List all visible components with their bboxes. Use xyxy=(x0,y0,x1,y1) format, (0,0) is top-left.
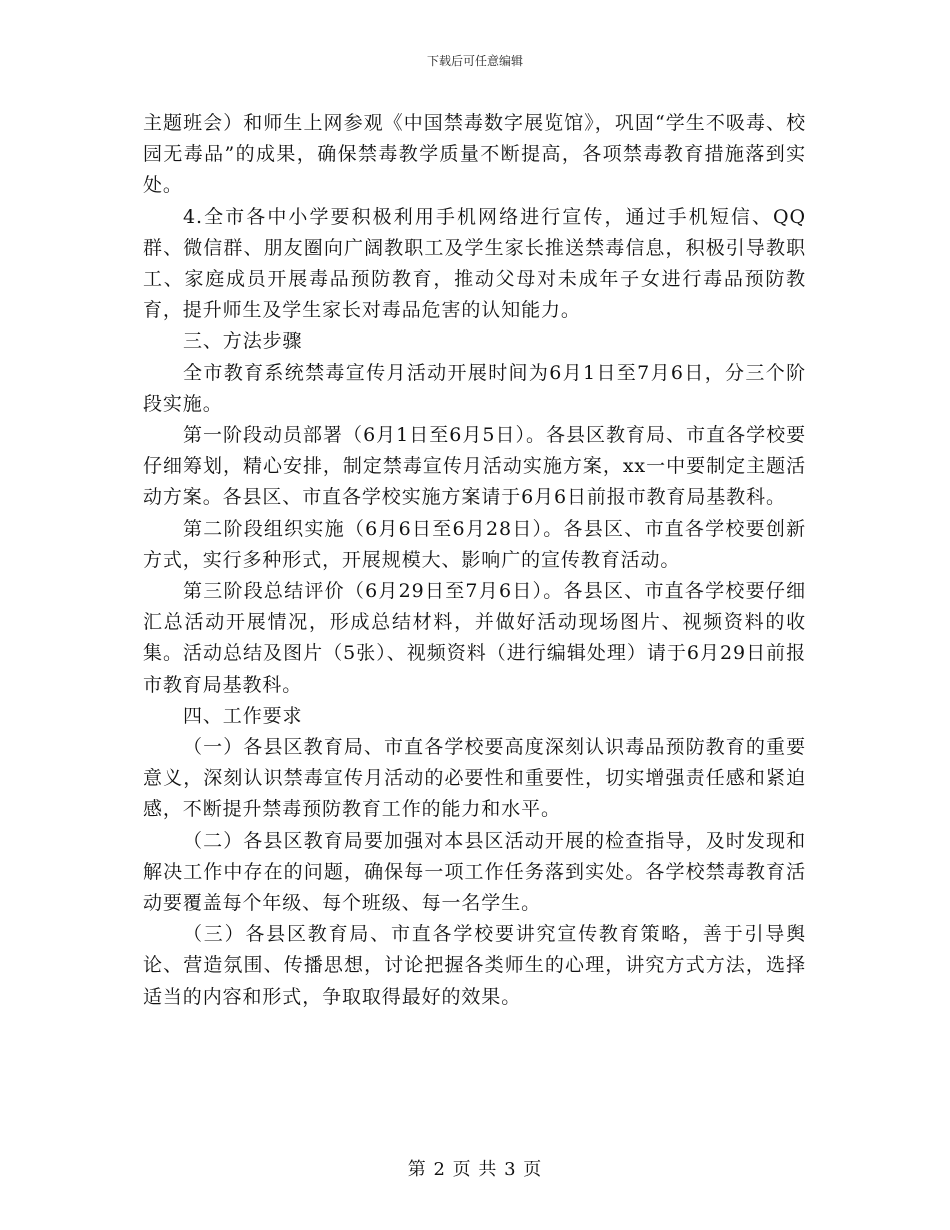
paragraph: 4.全市各中小学要积极利用手机网络进行宣传，通过手机短信、QQ群、微信群、朋友圈向广阔教职工及学生家长推送禁毒信息，积极引导教职工、家庭成员开展毒品预防教育，推动父母对未成年子女进行毒品预防教育，提升师生及学生家长对毒品危害的认知能力。 xyxy=(143,205,806,322)
paragraph: 主题班会）和师生上网参观《中国禁毒数字展览馆》，巩固“学生不吸毒、校园无毒品”的成果，确保禁毒教学质量不断提高，各项禁毒教育措施落到实处。 xyxy=(143,112,806,197)
paragraph: 第一阶段动员部署（6月1日至6月5日）。各县区教育局、市直各学校要仔细筹划，精心安排，制定禁毒宣传月活动实施方案，xx一中要制定主题活动方案。各县区、市直各学校实施方案请于6月6日前报市教育局基教科。 xyxy=(143,424,806,509)
page-header: 下载后可任意编辑 xyxy=(426,54,523,68)
paragraph: （一）各县区教育局、市直各学校要高度深刻认识毒品预防教育的重要意义，深刻认识禁毒宣传月活动的必要性和重要性，切实增强责任感和紧迫感，不断提升禁毒预防教育工作的能力和水平。 xyxy=(143,736,806,821)
section-heading: 四、工作要求 xyxy=(183,704,303,727)
paragraph: 第二阶段组织实施（6月6日至6月28日）。各县区、市直各学校要创新方式，实行多种形式，开展规模大、影响广的宣传教育活动。 xyxy=(143,517,806,571)
section-heading: 三、方法步骤 xyxy=(183,330,303,353)
paragraph: 第三阶段总结评价（6月29日至7月6日）。各县区、市直各学校要仔细汇总活动开展情况，形成总结材料，并做好活动现场图片、视频资料的收集。活动总结及图片（5张）、视频资料（进行编辑处理）请于6月29日前报市教育局基教科。 xyxy=(143,580,806,696)
page-number-footer: 第 2 页 共 3 页 xyxy=(407,1159,543,1180)
paragraph: 全市教育系统禁毒宣传月活动开展时间为6月1日至7月6日，分三个阶段实施。 xyxy=(143,361,806,415)
paragraph: （三）各县区教育局、市直各学校要讲究宣传教育策略，善于引导舆论、营造氛围、传播思想，讨论把握各类师生的心理，讲究方式方法，选择适当的内容和形式，争取取得最好的效果。 xyxy=(143,923,806,1008)
paragraph: （二）各县区教育局要加强对本县区活动开展的检查指导，及时发现和解决工作中存在的问题，确保每一项工作任务落到实处。各学校禁毒教育活动要覆盖每个年级、每个班级、每一名学生。 xyxy=(143,829,806,915)
document-body xyxy=(143,108,806,1013)
